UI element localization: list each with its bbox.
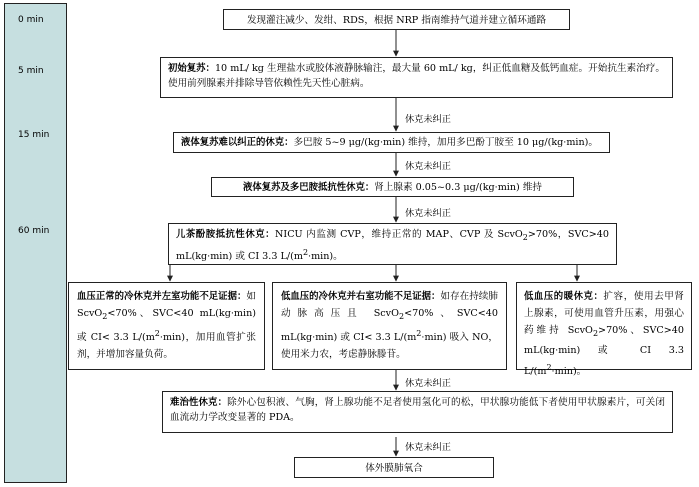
step-dopamine-resistant-title: 液体复苏及多巴胺抵抗性休克：: [242, 182, 375, 193]
branch-cold-normotensive-sub: 2: [102, 311, 108, 321]
arrow-label-4: 休克未纠正: [405, 378, 451, 389]
time-label-60: 60 min: [18, 226, 50, 236]
step-catecholamine-resistant-text-c: ·min)。: [308, 251, 343, 263]
branch-cold-normotensive-title: 血压正常的冷休克并左室功能不足证据：: [77, 291, 247, 302]
branch-cold-normotensive-text-b: <70%、SVC<40 mL(kg·min) 或 CI< 3.3 L/(m: [77, 308, 256, 344]
time-label-0: 0 min: [18, 15, 44, 25]
branch-cold-normotensive-box: [68, 282, 265, 370]
branch-warm-hypotensive-text-b: >70%、SVC>40 mL(kg·min) 或 CI 3.3 L/(m: [524, 325, 685, 378]
step-catecholamine-resistant-title: 儿茶酚胺抵抗性休克：: [176, 229, 276, 240]
branch-cold-hypotensive-sup: 2: [416, 328, 422, 338]
branch-cold-hypotensive-sub: 2: [398, 311, 405, 321]
arrow-label-1: 休克未纠正: [405, 114, 451, 125]
branch-cold-hypotensive-text-a: 如存在持续肺动脉高压且 ScvO: [281, 291, 498, 319]
step-ecmo-box: [294, 457, 494, 478]
branch-warm-hypotensive-title: 低血压的暖休克：: [524, 291, 604, 302]
branch-cold-normotensive-text-a: 如 ScvO: [77, 291, 256, 319]
step-refractory-shock-text: 除外心包积液、气胸，肾上腺功能不足者使用氢化可的松，甲状腺功能低下者使用甲状腺素片，可关闭血流动力学改变显著的 PDA。: [170, 397, 665, 423]
step-dopamine-resistant-text: 肾上腺素 0.05~0.3 μg/(kg·min) 维持: [374, 182, 543, 193]
step-detect-box: [223, 9, 570, 30]
branch-warm-hypotensive-text-c: ·min)。: [551, 366, 587, 378]
step-ecmo-text: 体外膜肺氧合: [365, 463, 423, 474]
step-refractory-shock-title: 难治性休克：: [170, 397, 228, 408]
step-detect-text: 发现灌注减少、发绀、RDS，根据 NRP 指南维持气道并建立循环通路: [246, 15, 547, 26]
step-catecholamine-resistant-text-a: NICU 内监测 CVP，维持正常的 MAP、CVP 及 ScvO: [275, 229, 523, 240]
branch-warm-hypotensive-sup: 2: [546, 362, 552, 372]
branch-cold-hypotensive-title: 低血压的冷休克并右室功能不足证据：: [281, 291, 441, 302]
step-initial-resuscitation-box: [160, 57, 673, 98]
branch-cold-hypotensive-box: [272, 282, 507, 370]
step-dopamine-resistant-box: [211, 177, 574, 197]
branch-warm-hypotensive-text-a: 扩容，使用去甲肾上腺素，可使用血管升压素，用强心药维持 ScvO: [524, 291, 684, 336]
step-fluid-refractory-title: 液体复苏难以纠正的休克：: [181, 137, 294, 148]
step-initial-resuscitation-text: 10 mL/ kg 生理盐水或胶体液静脉输注，最大量 60 mL/ kg，纠正低血糖及低钙血症。开始抗生素治疗。使用前列腺素并排除导管依赖性先天性心脏病。: [168, 63, 665, 89]
branch-cold-hypotensive-text-c: ·min) 吸入 NO，使用米力农，考虑静脉滕苷。: [281, 332, 498, 361]
branch-warm-hypotensive-sub: 2: [592, 328, 599, 338]
branch-cold-hypotensive-text-b: <70%、SVC<40 mL(kg·min) 或 CI< 3.3 L/(m: [281, 308, 499, 344]
branch-cold-normotensive-sup: 2: [154, 328, 160, 338]
arrow-label-3: 休克未纠正: [405, 208, 451, 219]
arrow-label-5: 休克未纠正: [405, 442, 451, 453]
step-fluid-refractory-text: 多巴胺 5~9 μg/(kg·min) 维持，加用多巴酚丁胺至 10 μg/(kg·min)。: [293, 137, 599, 148]
step-catecholamine-resistant-text-b: >70%，SVC>40 mL(kg·min) 或 CI 3.3 L/(m: [176, 229, 609, 263]
time-label-15: 15 min: [18, 130, 50, 140]
step-catecholamine-resistant-box: [168, 223, 617, 265]
step-initial-resuscitation-title: 初始复苏：: [168, 63, 215, 74]
step-fluid-refractory-box: [173, 132, 610, 153]
step-catecholamine-resistant-sub: 2: [522, 232, 528, 242]
step-catecholamine-resistant-sup: 2: [302, 247, 309, 257]
branch-warm-hypotensive-box: [516, 282, 692, 378]
time-label-5: 5 min: [18, 66, 44, 76]
arrow-label-2: 休克未纠正: [405, 161, 451, 172]
step-refractory-shock-box: [162, 391, 673, 433]
branch-cold-normotensive-text-c: ·min)，加用血管扩张剂，并增加容量负荷。: [77, 332, 256, 361]
